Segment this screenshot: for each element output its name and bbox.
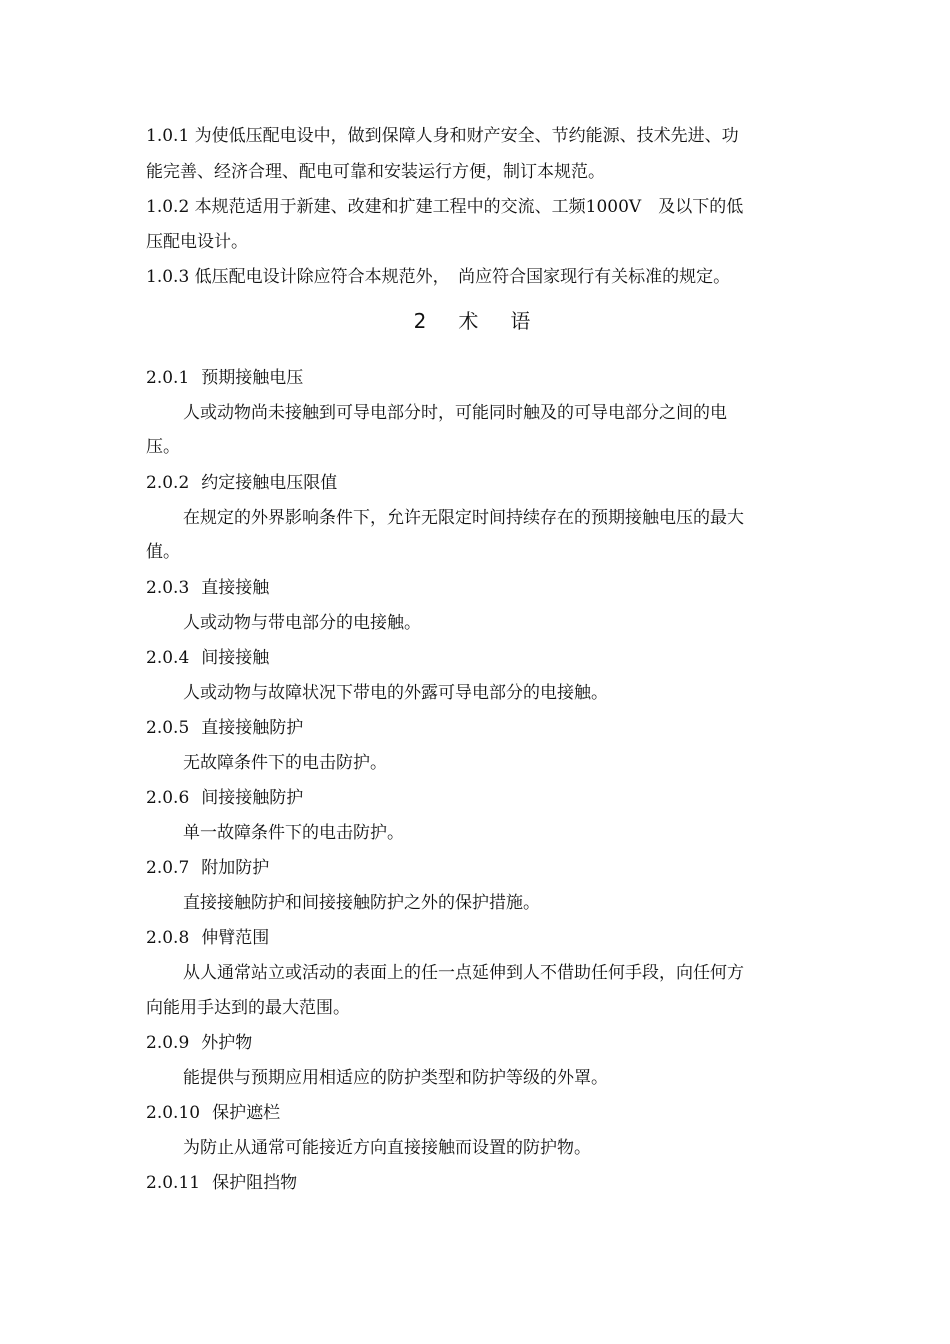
term-heading <box>146 1033 252 1053</box>
term-definition: 人或动物与故障状况下带电的外露可导电部分的电接触。 <box>183 683 608 703</box>
term-heading <box>146 858 269 878</box>
term-definition: 无故障条件下的电击防护。 <box>183 753 387 773</box>
term-name: 外护物 <box>201 1033 253 1053</box>
clause-1-0-3-line-1: 1.0.3 低压配电设计除应符合本规范外， 尚应符合国家现行有关标准的规定。 <box>146 267 731 287</box>
term-number: 2.0.6 <box>146 788 190 808</box>
term-heading <box>146 928 269 948</box>
term-definition: 能提供与预期应用相适应的防护类型和防护等级的外罩。 <box>183 1068 608 1088</box>
term-number: 2.0.7 <box>146 858 190 878</box>
term-name: 附加防护 <box>201 858 270 878</box>
term-definition: 为防止从通常可能接近方向直接接触而设置的防护物。 <box>183 1138 591 1158</box>
clause-1-0-1-line-2: 能完善、经济合理、配电可靠和安装运行方便，制订本规范。 <box>146 162 605 182</box>
term-definition: 从人通常站立或活动的表面上的任一点延伸到人不借助任何手段，向任何方 <box>183 963 744 983</box>
term-definition: 直接接触防护和间接接触防护之外的保护措施。 <box>183 893 540 913</box>
term-number: 2.0.1 <box>146 368 190 388</box>
term-name: 直接接触防护 <box>201 718 304 738</box>
term-definition: 单一故障条件下的电击防护。 <box>183 823 404 843</box>
term-number: 2.0.9 <box>146 1033 190 1053</box>
term-number: 2.0.10 <box>146 1103 201 1123</box>
term-name: 伸臂范围 <box>201 928 270 948</box>
term-definition: 人或动物尚未接触到可导电部分时，可能同时触及的可导电部分之间的电 <box>183 403 727 423</box>
term-name: 保护遮栏 <box>212 1103 281 1123</box>
term-heading <box>146 718 303 738</box>
term-number: 2.0.11 <box>146 1173 201 1193</box>
term-definition: 人或动物与带电部分的电接触。 <box>183 613 421 633</box>
chapter-title: 2 术 语 <box>413 309 537 333</box>
term-definition: 在规定的外界影响条件下，允许无限定时间持续存在的预期接触电压的最大 <box>183 508 744 528</box>
term-number: 2.0.4 <box>146 648 190 668</box>
term-definition-continued: 值。 <box>146 542 180 562</box>
clause-1-0-1-line-1: 1.0.1 为使低压配电设中，做到保障人身和财产安全、节约能源、技术先进、功 <box>146 126 739 146</box>
term-name: 保护阻挡物 <box>212 1173 298 1193</box>
term-heading <box>146 788 303 808</box>
term-heading <box>146 368 303 388</box>
term-name: 预期接触电压 <box>201 368 304 388</box>
term-name: 间接接触 <box>201 648 270 668</box>
term-number: 2.0.3 <box>146 578 190 598</box>
term-heading <box>146 1173 297 1193</box>
term-name: 直接接触 <box>201 578 270 598</box>
term-number: 2.0.8 <box>146 928 190 948</box>
term-name: 约定接触电压限值 <box>201 473 338 493</box>
term-heading <box>146 578 269 598</box>
clause-1-0-2-line-1: 1.0.2 本规范适用于新建、改建和扩建工程中的交流、工频1000V 及以下的低 <box>146 197 744 217</box>
term-heading <box>146 473 337 493</box>
term-number: 2.0.2 <box>146 473 190 493</box>
clause-1-0-2-line-2: 压配电设计。 <box>146 232 248 252</box>
term-definition-continued: 向能用手达到的最大范围。 <box>146 998 350 1018</box>
term-heading <box>146 1103 280 1123</box>
term-heading <box>146 648 269 668</box>
term-name: 间接接触防护 <box>201 788 304 808</box>
term-definition-continued: 压。 <box>146 437 180 457</box>
term-number: 2.0.5 <box>146 718 190 738</box>
